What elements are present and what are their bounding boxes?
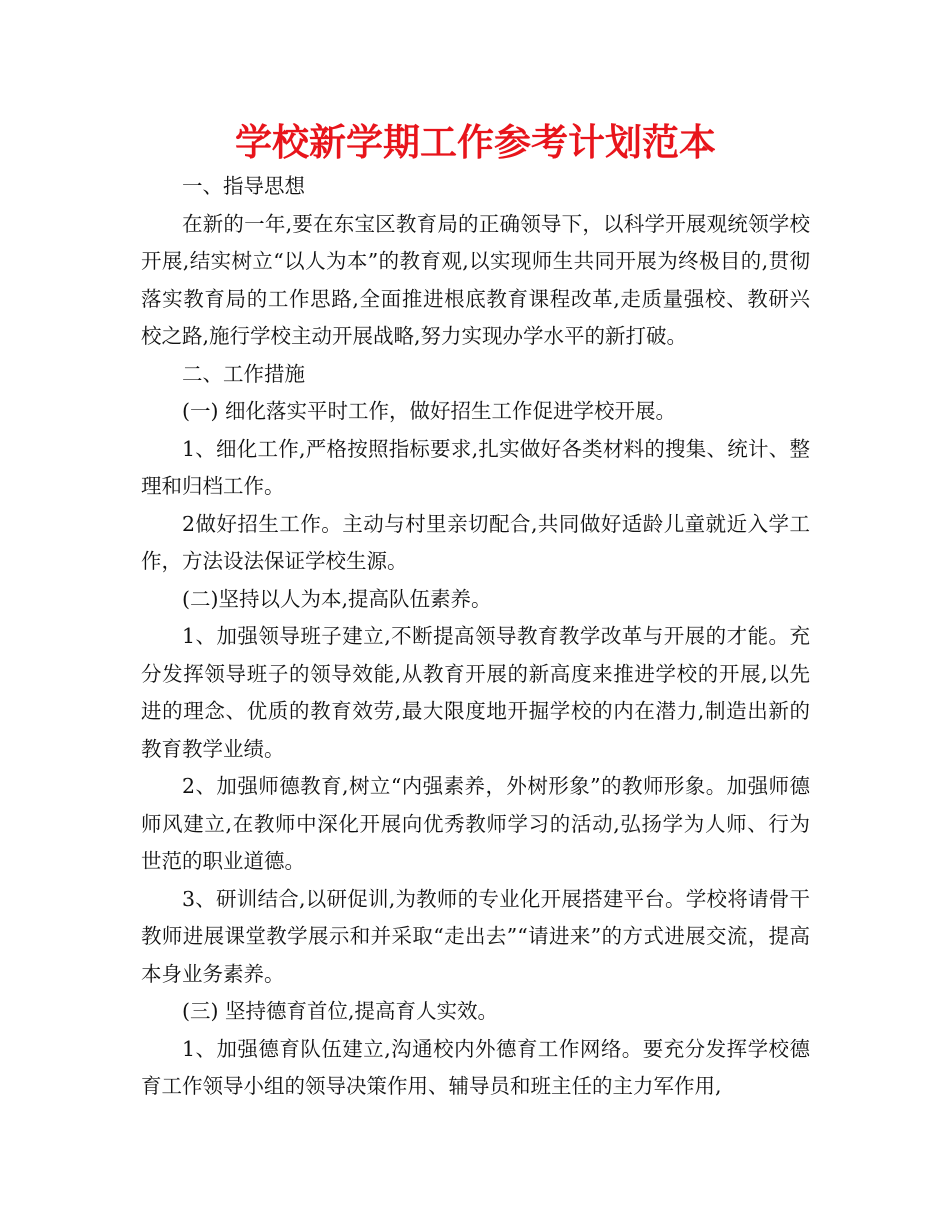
paragraph-guiding-thought: 在新的一年,要在东宝区教育局的正确领导下，以科学开展观统领学校开展,结实树立“以人为本”的教育观,以实现师生共同开展为终极目的,贯彻落实教育局的工作思路,全面推进根底教育课程改革,走质量强校、教研兴校之路,施行学校主动开展战略,努力实现办学水平的新打破。: [141, 211, 810, 348]
paragraph-2-2: 2、加强师德教育,树立“内强素养，外树形象”的教师形象。加强师德师风建立,在教师中深化开展向优秀教师学习的活动,弘扬学为人师、行为世范的职业道德。: [141, 774, 810, 873]
paragraph-3-1: 1、加强德育队伍建立,沟通校内外德育工作网络。要充分发挥学校德育工作领导小组的领导决策作用、辅导员和班主任的主力军作用,: [141, 1036, 810, 1098]
paragraph-2-1: 1、加强领导班子建立,不断提高领导教育教学改革与开展的才能。充分发挥领导班子的领导效能,从教育开展的新高度来推进学校的开展,以先进的理念、优质的教育效劳,最大限度地开掘学校的内在潜力,制造出新的教育教学业绩。: [141, 624, 810, 761]
paragraph-2-3: 3、研训结合,以研促训,为教师的专业化开展搭建平台。学校将请骨干教师进展课堂教学展示和并采取“走出去”“请进来”的方式进展交流，提高本身业务素养。: [141, 886, 810, 986]
subheading-1: (一) 细化落实平时工作，做好招生工作促进学校开展。: [182, 399, 677, 423]
document-title: 学校新学期工作参考计划范本: [235, 121, 716, 164]
subheading-2: (二)坚持以人为本,提高队伍素养。: [182, 586, 492, 611]
section-heading-guiding-thought: 一、指导思想: [182, 174, 305, 198]
section-heading-work-measures: 二、工作措施: [182, 361, 305, 386]
paragraph-1-2: 2做好招生工作。主动与村里亲切配合,共同做好适龄儿童就近入学工作，方法设法保证学校生源。: [141, 511, 810, 573]
paragraph-1-1: 1、细化工作,严格按照指标要求,扎实做好各类材料的搜集、统计、整理和归档工作。: [141, 436, 810, 498]
subheading-3: (三) 坚持德育首位,提高育人实效。: [182, 999, 499, 1023]
